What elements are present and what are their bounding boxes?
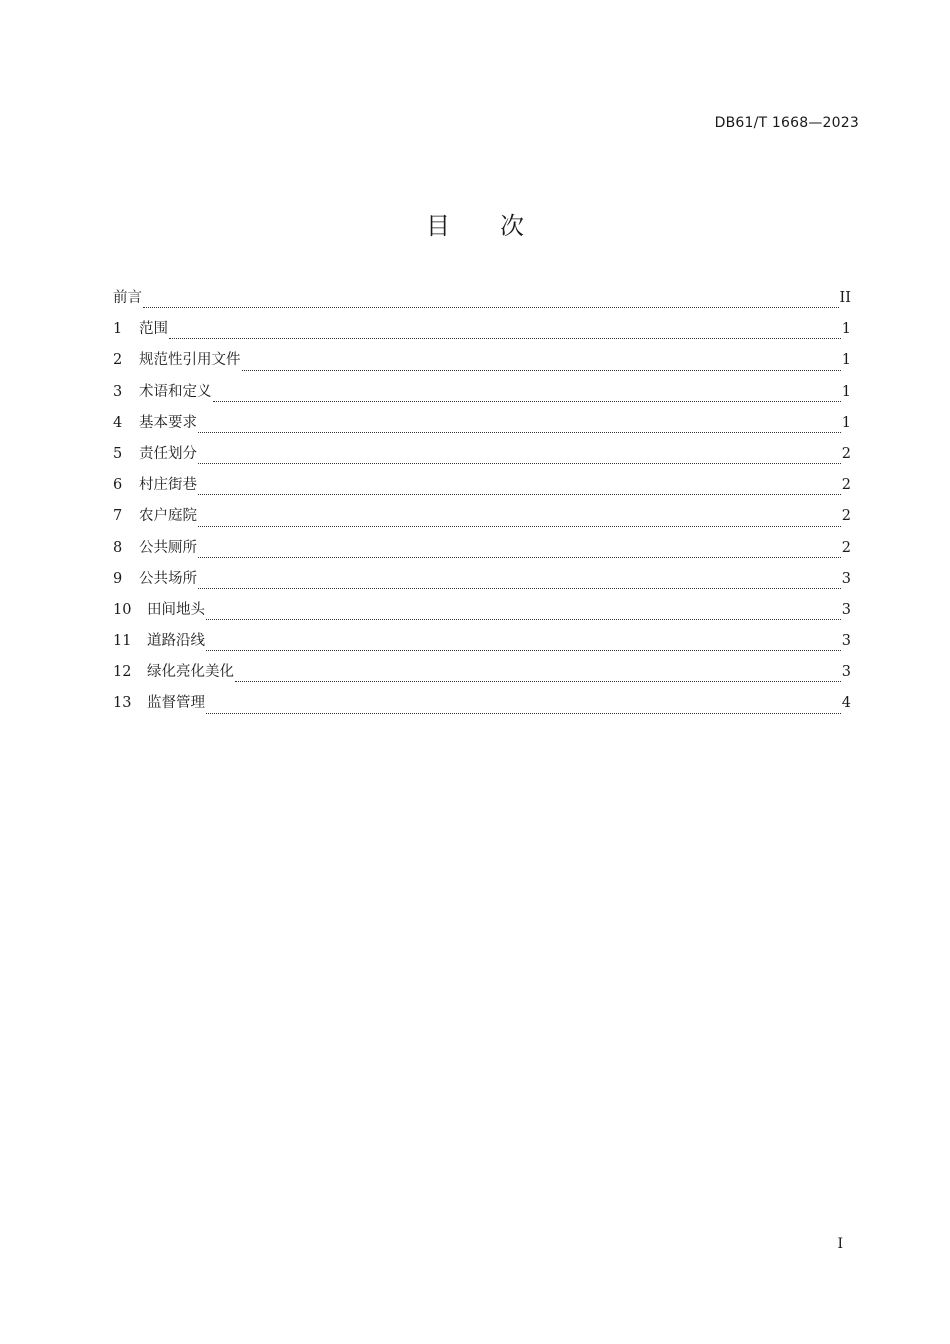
- toc-number: 3: [113, 383, 123, 400]
- toc-label: 农户庭院: [139, 508, 197, 525]
- toc-number: 11: [113, 633, 132, 650]
- toc-item-10[interactable]: [113, 598, 851, 629]
- toc-item-11[interactable]: [113, 629, 851, 660]
- toc-label: 术语和定义: [139, 383, 212, 400]
- toc-leader: [198, 432, 841, 433]
- toc-label: 村庄街巷: [139, 477, 197, 494]
- toc-number: 13: [113, 695, 132, 712]
- toc-number: 9: [113, 570, 123, 587]
- toc-item-4[interactable]: [113, 411, 851, 442]
- document-code: DB61/T 1668—2023: [714, 115, 859, 131]
- toc-number: 6: [113, 477, 123, 494]
- toc-item-9[interactable]: [113, 567, 851, 598]
- toc-label: 监督管理: [147, 695, 205, 712]
- toc-leader: [235, 681, 841, 682]
- toc-item-12[interactable]: [113, 660, 851, 691]
- toc-leader: [143, 307, 839, 308]
- toc-leader: [198, 588, 841, 589]
- toc-number: 2: [113, 352, 123, 369]
- toc-label: 责任划分: [139, 445, 197, 462]
- toc-number: 12: [113, 664, 132, 681]
- toc-number: 8: [113, 539, 123, 556]
- toc-number: 4: [113, 414, 123, 431]
- toc-page: II: [839, 290, 851, 306]
- table-of-contents: [113, 286, 851, 723]
- toc-page: 4: [841, 695, 851, 712]
- toc-page: 1: [841, 321, 851, 338]
- toc-page: 2: [841, 477, 851, 494]
- toc-leader: [206, 713, 841, 714]
- toc-leader: [206, 650, 841, 651]
- toc-page: 2: [841, 445, 851, 462]
- toc-item-6[interactable]: [113, 473, 851, 504]
- page-number: I: [837, 1236, 843, 1252]
- toc-page: 3: [841, 633, 851, 650]
- toc-label: 公共厕所: [139, 539, 197, 556]
- toc-leader: [198, 463, 841, 464]
- toc-page: 3: [841, 601, 851, 618]
- toc-number: 5: [113, 445, 123, 462]
- toc-page: 1: [841, 383, 851, 400]
- toc-item-2[interactable]: [113, 348, 851, 379]
- toc-label: 范围: [139, 321, 168, 338]
- toc-leader: [198, 494, 841, 495]
- toc-item-foreword[interactable]: [113, 286, 851, 317]
- toc-label: 田间地头: [147, 601, 205, 618]
- toc-number: 1: [113, 321, 123, 338]
- toc-number: 10: [113, 601, 132, 618]
- toc-page: 3: [841, 664, 851, 681]
- toc-page: 1: [841, 352, 851, 369]
- toc-item-5[interactable]: [113, 442, 851, 473]
- page-title: [0, 206, 950, 241]
- toc-item-13[interactable]: [113, 691, 851, 722]
- toc-leader: [242, 370, 841, 371]
- toc-leader: [169, 338, 841, 339]
- toc-number: 7: [113, 508, 123, 525]
- toc-label: 前言: [113, 290, 142, 306]
- toc-leader: [206, 619, 841, 620]
- toc-item-3[interactable]: [113, 380, 851, 411]
- page-title-part2: 次: [500, 212, 524, 240]
- toc-leader: [198, 557, 841, 558]
- toc-label: 基本要求: [139, 414, 197, 431]
- toc-page: 2: [841, 508, 851, 525]
- toc-label: 道路沿线: [147, 633, 205, 650]
- toc-label: 公共场所: [139, 570, 197, 587]
- toc-item-8[interactable]: [113, 536, 851, 567]
- toc-item-1[interactable]: [113, 317, 851, 348]
- toc-item-7[interactable]: [113, 504, 851, 535]
- toc-page: 1: [841, 414, 851, 431]
- toc-label: 规范性引用文件: [139, 352, 241, 369]
- toc-page: 3: [841, 570, 851, 587]
- toc-leader: [198, 526, 841, 527]
- toc-leader: [213, 401, 841, 402]
- toc-label: 绿化亮化美化: [147, 664, 234, 681]
- toc-page: 2: [841, 539, 851, 556]
- page-title-part1: 目: [426, 212, 450, 240]
